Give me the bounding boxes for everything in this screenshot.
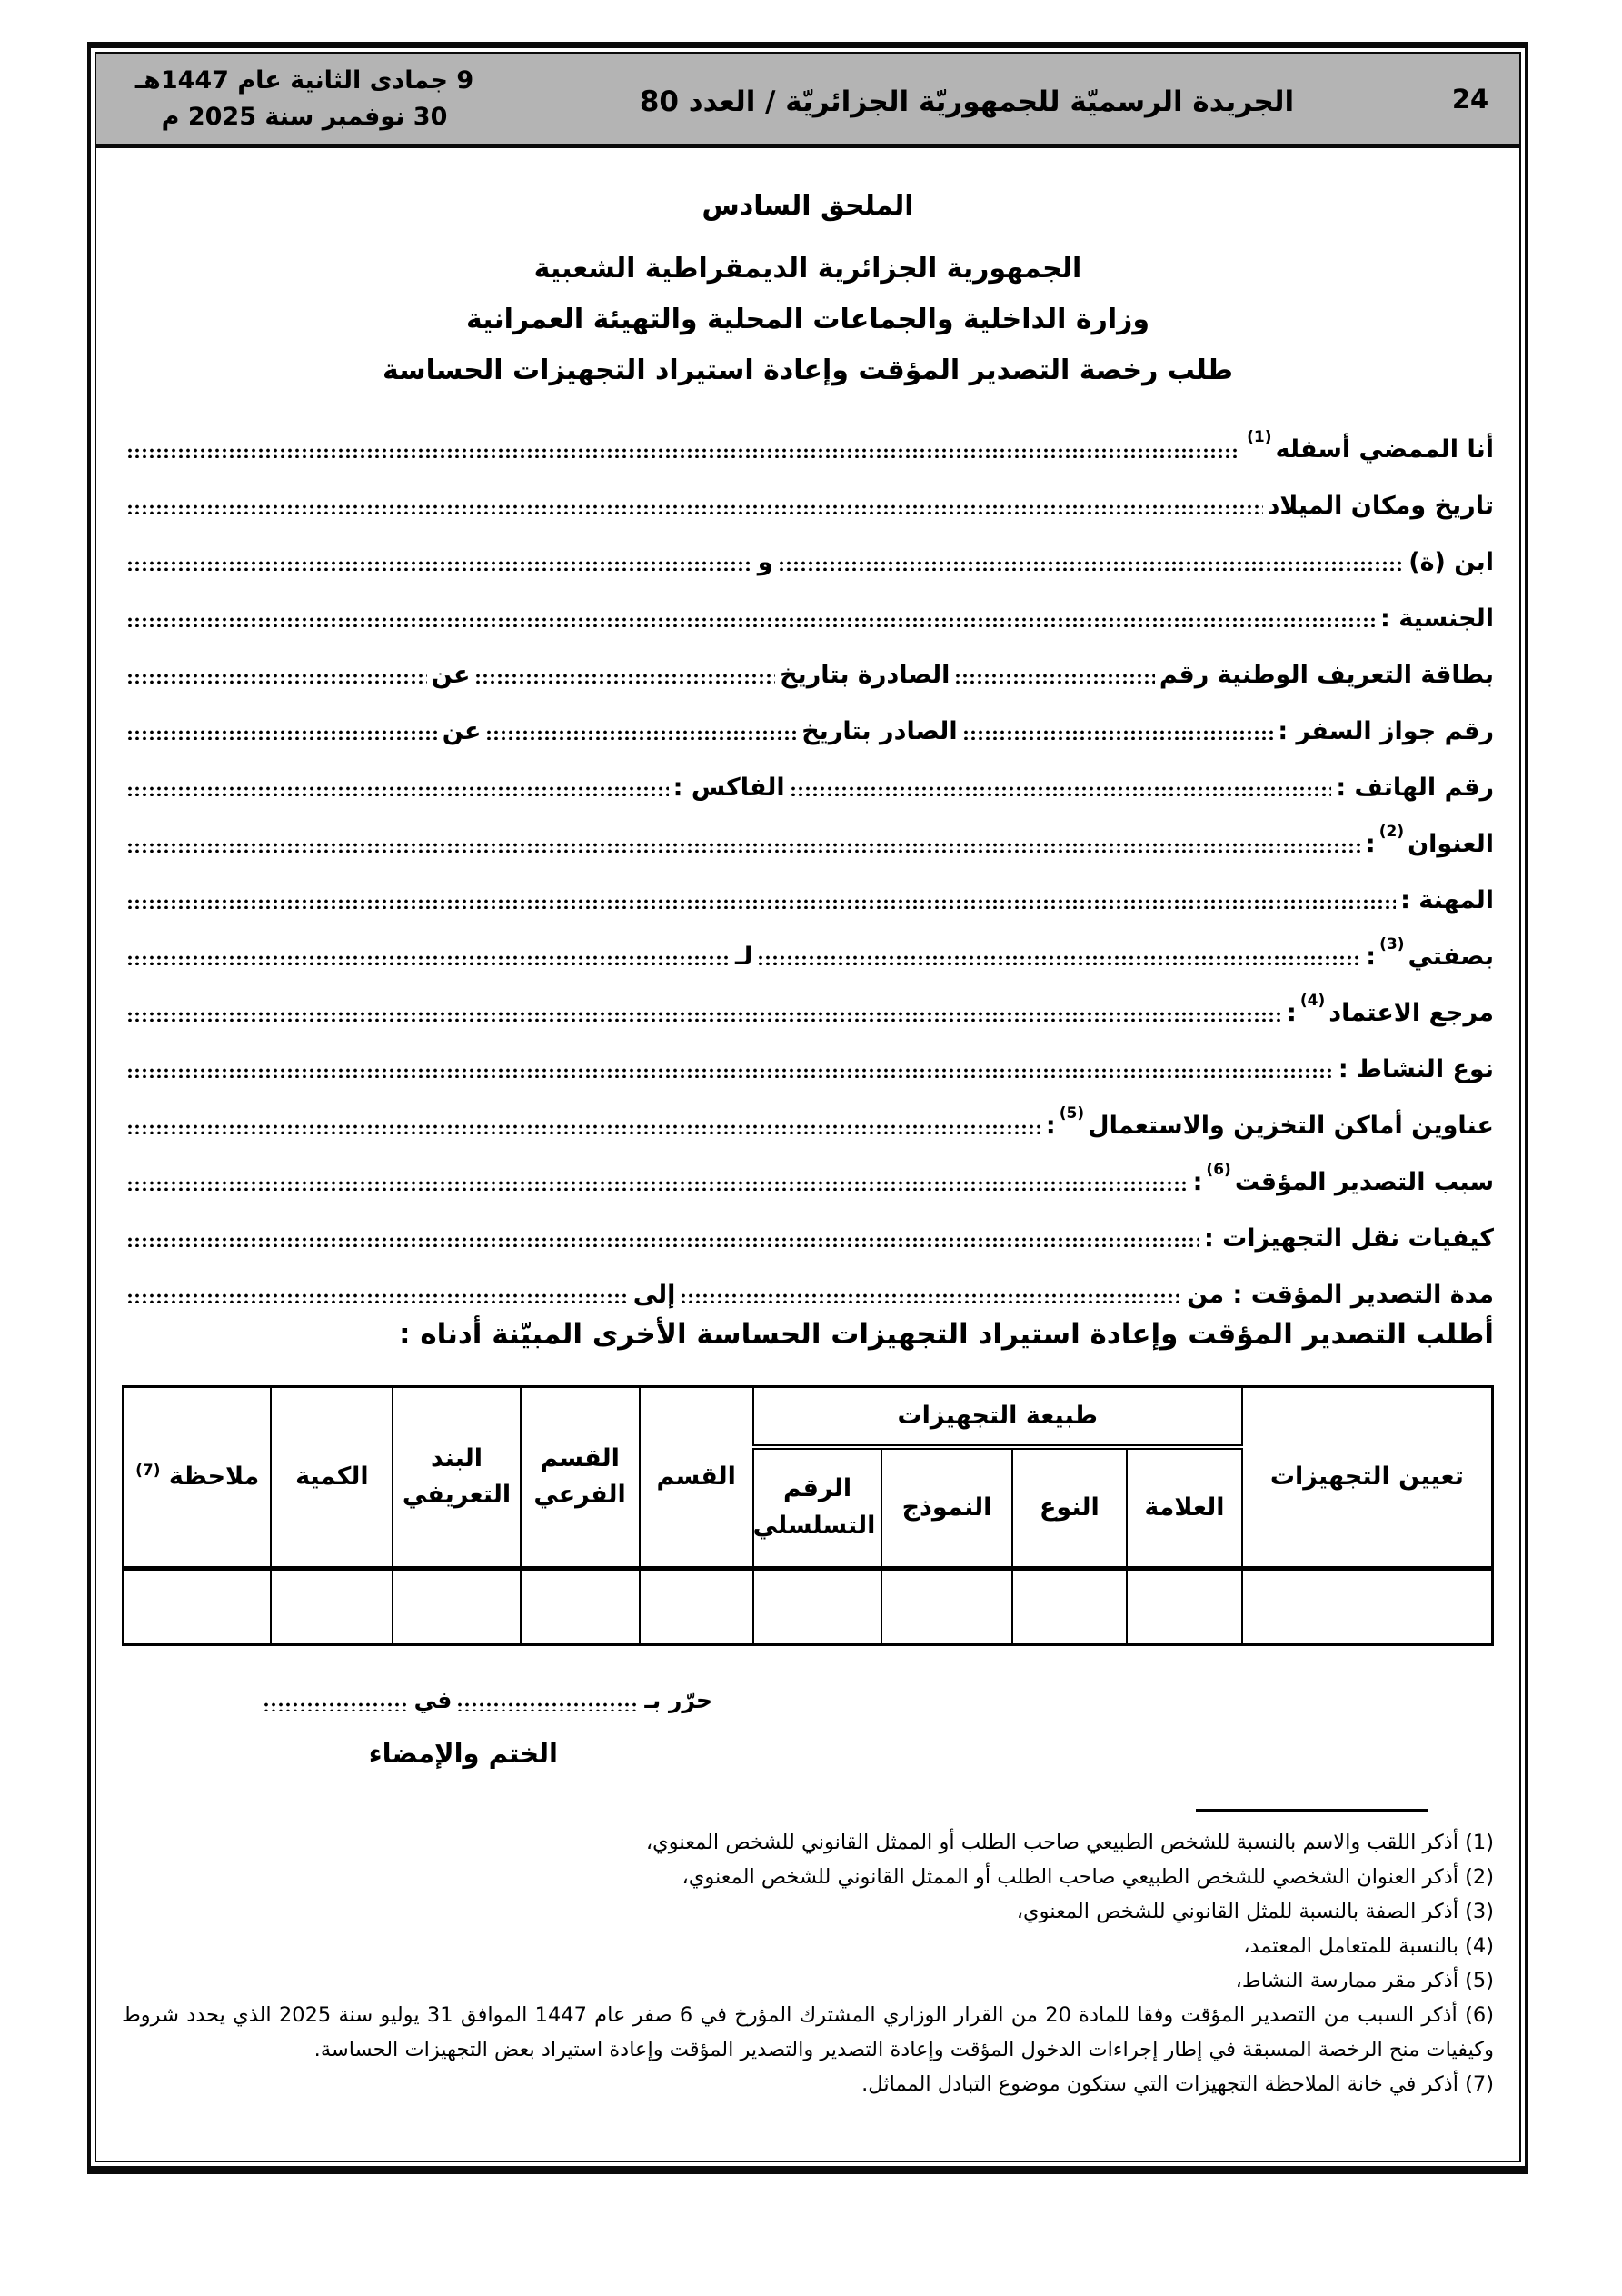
footnote-divider	[1196, 1809, 1428, 1812]
footnote-ref: (6)	[1206, 1161, 1231, 1179]
dotted-fill	[126, 504, 1263, 514]
footnote-item: (5) أذكر مقر ممارسة النشاط،	[1235, 1968, 1494, 1992]
document-body	[96, 148, 1519, 2161]
field-label: إلى	[632, 1280, 676, 1309]
field-label: :	[1192, 1167, 1203, 1196]
field-label: عناوين أماكن التخزين والاستعمال	[1088, 1111, 1494, 1140]
field-label: رقم الهاتف :	[1336, 773, 1494, 802]
footnotes	[122, 1825, 1494, 2101]
dotted-fill	[954, 673, 1154, 684]
stamp-signature-label: الختم والإمضاء	[368, 1737, 558, 1769]
hijri-date: 9 جمادى الثانية عام 1447هـ	[134, 66, 474, 95]
field-label: نوع النشاط :	[1338, 1054, 1494, 1083]
form-field-line	[122, 858, 1494, 914]
form-field-line	[122, 407, 1494, 464]
form-field-line	[122, 1140, 1494, 1196]
dotted-fill	[778, 560, 1405, 571]
empty-cell	[393, 1569, 520, 1645]
dotted-fill	[126, 560, 753, 571]
footnote-ref: (5)	[1059, 1104, 1085, 1123]
empty-cell	[1242, 1569, 1493, 1645]
dotted-fill	[263, 1702, 410, 1711]
empty-cell	[640, 1569, 753, 1645]
dotted-fill	[962, 729, 1274, 740]
field-label: عن	[442, 716, 482, 745]
footnote-ref: (4)	[1299, 992, 1326, 1010]
empty-cell	[521, 1569, 640, 1645]
form-field-line	[122, 745, 1494, 802]
field-label: الصادر بتاريخ	[801, 716, 958, 745]
col-nature-group: طبيعة التجهيزات	[753, 1387, 1242, 1447]
field-label: بصفتي	[1408, 942, 1494, 971]
dotted-fill	[680, 1293, 1182, 1303]
form-field-line	[122, 1027, 1494, 1083]
issued-on-label: في	[413, 1687, 453, 1713]
col-type: النوع	[1012, 1447, 1128, 1569]
field-label: :	[1365, 829, 1376, 858]
col-note-label: ملاحظة	[168, 1462, 260, 1491]
dotted-fill	[790, 785, 1332, 796]
ministry-title: وزارة الداخلية والجماعات المحلية والتهيئة العمرانية	[465, 304, 1150, 335]
form-field-line	[122, 689, 1494, 745]
signature-line	[258, 1688, 712, 1714]
header-band	[96, 54, 1519, 148]
col-serial: الرقم التسلسلي	[753, 1447, 882, 1569]
dotted-fill	[126, 785, 669, 796]
dotted-fill	[126, 1293, 629, 1303]
dotted-fill	[126, 898, 1396, 909]
col-note	[124, 1387, 272, 1569]
col-quantity: الكمية	[271, 1387, 393, 1569]
empty-cell	[753, 1569, 882, 1645]
form-field-line	[122, 1253, 1494, 1309]
dotted-fill	[126, 1011, 1282, 1022]
field-label: :	[1287, 998, 1297, 1027]
dotted-fill	[126, 673, 427, 684]
form-title: طلب رخصة التصدير المؤقت وإعادة استيراد التجهيزات الحساسة	[382, 354, 1234, 386]
empty-cell	[1012, 1569, 1128, 1645]
gazette-title: الجريدة الرسميّة للجمهوريّة الجزائريّة / العدد 80	[639, 85, 1295, 118]
dotted-fill	[757, 954, 1361, 965]
annex-title: الملحق السادس	[702, 190, 914, 222]
dotted-fill	[126, 729, 438, 740]
footnote-ref: (7)	[135, 1461, 161, 1480]
field-label: مدة التصدير المؤقت : من	[1187, 1280, 1494, 1309]
field-label: ابن (ة)	[1408, 547, 1494, 576]
field-label: سبب التصدير المؤقت	[1234, 1167, 1494, 1196]
footnote-ref: (3)	[1379, 935, 1405, 953]
dotted-fill	[474, 673, 775, 684]
dotted-fill	[485, 729, 797, 740]
footnote-item: (6) أذكر السبب من التصدير المؤقت وفقا للمادة 20 من القرار الوزاري المشترك المؤرخ في 6 صفر عام 1447 الموافق 31 يوليو سنة 2025 الذي يحدد شروط وكيفيات منح الرخصة المسبقة في إطار إجراءات الدخول المؤقت وإعادة التصدير والتصدير المؤقت وإعادة استيراد بعض التجهيزات الحساسة.	[122, 2002, 1494, 2061]
table-empty-row	[124, 1569, 1493, 1645]
col-tariff-item: البند التعريفي	[393, 1387, 520, 1569]
form-field-line	[122, 914, 1494, 971]
issued-at-label: حرّر بـ	[644, 1687, 712, 1713]
form-field-line	[122, 576, 1494, 633]
request-line: أطلب التصدير المؤقت وإعادة استيراد التجهيزات الحساسة الأخرى المبيّنة أدناه :	[399, 1318, 1494, 1351]
dotted-fill	[126, 1180, 1189, 1191]
equipment-table	[122, 1385, 1494, 1646]
col-section: القسم	[640, 1387, 753, 1569]
dotted-fill	[126, 954, 731, 965]
footnote-item: (2) أذكر العنوان الشخصي للشخص الطبيعي صاحب الطلب أو الممثل القانوني للشخص المعنوي،	[682, 1864, 1494, 1889]
empty-cell	[124, 1569, 272, 1645]
footnote-item: (4) بالنسبة للمتعامل المعتمد،	[1243, 1933, 1494, 1958]
footnote-item: (7) أذكر في خانة الملاحظة التجهيزات التي ستكون موضوع التبادل المماثل.	[861, 2071, 1494, 2096]
field-label: :	[1366, 942, 1377, 971]
field-label: بطاقة التعريف الوطنية رقم	[1159, 660, 1494, 689]
dotted-fill	[126, 1236, 1199, 1247]
empty-cell	[1127, 1569, 1242, 1645]
field-label: تاريخ ومكان الميلاد	[1267, 491, 1494, 520]
field-label: المهنة :	[1400, 885, 1494, 914]
field-label: :	[1045, 1111, 1056, 1140]
footnote-ref: (2)	[1378, 823, 1405, 841]
col-subsection: القسم الفرعي	[521, 1387, 640, 1569]
field-label: كيفيات نقل التجهيزات :	[1203, 1223, 1494, 1253]
col-brand: العلامة	[1127, 1447, 1242, 1569]
footnote-item: (3) أذكر الصفة بالنسبة للمثل القانوني للشخص المعنوي،	[1016, 1899, 1494, 1923]
field-label: و	[757, 547, 773, 576]
field-label: أنا الممضي أسفله	[1275, 434, 1494, 464]
field-label: رقم جواز السفر :	[1278, 716, 1494, 745]
col-model: النموذج	[881, 1447, 1011, 1569]
dotted-fill	[126, 1067, 1334, 1078]
col-designation: تعيين التجهيزات	[1242, 1387, 1493, 1569]
page-frame	[87, 42, 1528, 2174]
page-frame-inner	[95, 52, 1521, 2162]
field-label: مرجع الاعتماد	[1328, 998, 1494, 1027]
dotted-fill	[126, 1123, 1041, 1134]
form-field-line	[122, 520, 1494, 576]
dotted-fill	[126, 447, 1239, 458]
issue-dates	[109, 63, 500, 134]
empty-cell	[271, 1569, 393, 1645]
field-label: العنوان	[1408, 829, 1494, 858]
field-label: الصادرة بتاريخ	[780, 660, 950, 689]
form-field-line	[122, 971, 1494, 1027]
field-label: الجنسية :	[1380, 604, 1494, 633]
footnote-item: (1) أذكر اللقب والاسم بالنسبة للشخص الطبيعي صاحب الطلب أو الممثل القانوني للشخص المعنوي،	[645, 1830, 1494, 1854]
form-field-line	[122, 464, 1494, 520]
form-field-line	[122, 1083, 1494, 1140]
field-label: الفاكس :	[672, 773, 785, 802]
field-label: عن	[431, 660, 471, 689]
dotted-fill	[456, 1702, 640, 1711]
dotted-fill	[126, 616, 1376, 627]
footnote-ref: (1)	[1247, 428, 1272, 446]
field-label: لـ	[734, 942, 753, 971]
republic-title: الجمهورية الجزائرية الديمقراطية الشعبية	[533, 252, 1082, 285]
empty-cell	[881, 1569, 1011, 1645]
page-number: 24	[1451, 83, 1489, 115]
form-field-line	[122, 633, 1494, 689]
dotted-fill	[126, 842, 1361, 853]
form-fields	[122, 407, 1494, 1309]
gregorian-date: 30 نوفمبر سنة 2025 م	[161, 102, 448, 131]
form-field-line	[122, 1196, 1494, 1253]
form-field-line	[122, 802, 1494, 858]
